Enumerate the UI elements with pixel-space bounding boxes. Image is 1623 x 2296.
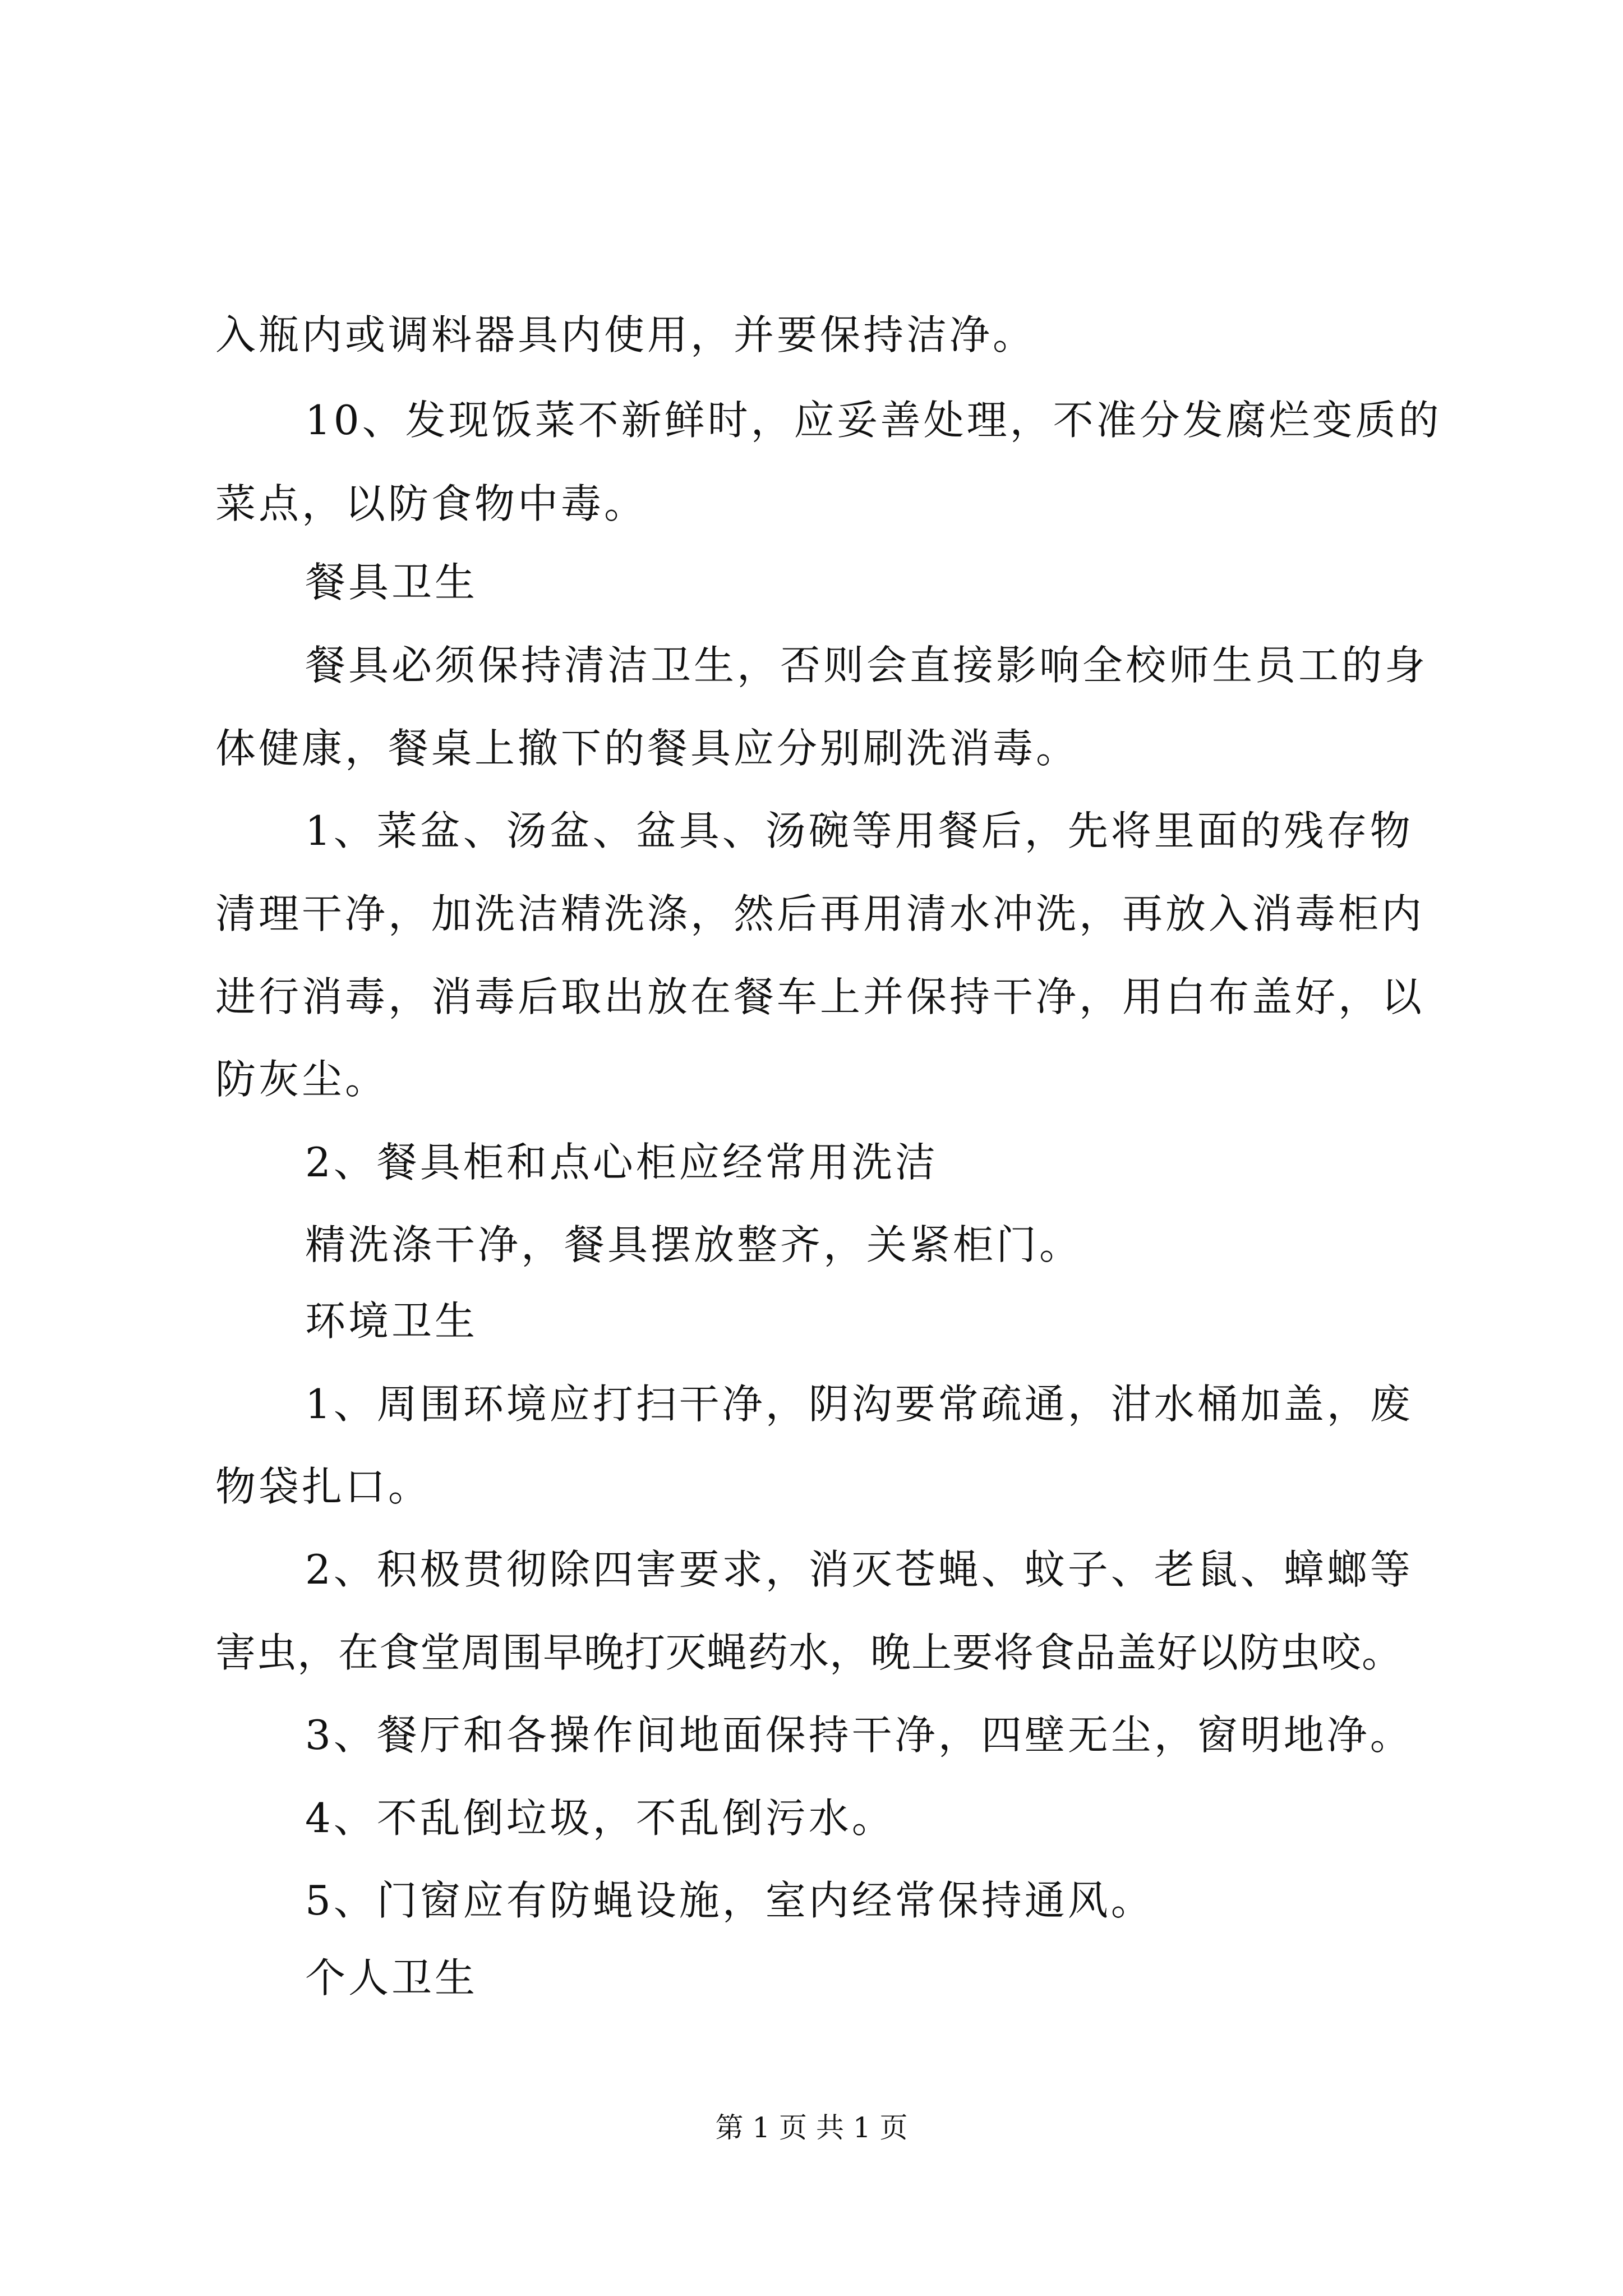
text-line: 4、不乱倒垃圾，不乱倒污水。 [305, 1795, 895, 1842]
text-line: 防灰尘。 [215, 1056, 389, 1103]
text-line: 10、发现饭菜不新鲜时，应妥善处理，不准分发腐烂变质的 [305, 397, 1442, 444]
text-line: 害虫，在食堂周围早晚打灭蝇药水，晚上要将食品盖好以防虫咬。 [215, 1629, 1403, 1676]
text-line: 进行消毒，消毒后取出放在餐车上并保持干净，用白布盖好，以 [215, 973, 1425, 1020]
section-heading: 个人卫生 [305, 1954, 478, 2001]
page-number-footer: 第 1 页 共 1 页 [715, 2111, 908, 2144]
text-line: 2、积极贯彻除四害要求，消灭苍蝇、蚊子、老鼠、蟑螂等 [305, 1546, 1413, 1593]
text-line: 精洗涤干净，餐具摆放整齐，关紧柜门。 [305, 1221, 1083, 1268]
text-line: 清理干净，加洗洁精洗涤，然后再用清水冲洗，再放入消毒柜内 [215, 890, 1425, 937]
text-line: 菜点，以防食物中毒。 [215, 480, 648, 527]
text-line: 体健康，餐桌上撤下的餐具应分别刷洗消毒。 [215, 725, 1080, 772]
text-line: 5、门窗应有防蝇设施，室内经常保持通风。 [305, 1877, 1154, 1924]
text-line: 1、菜盆、汤盆、盆具、汤碗等用餐后，先将里面的残存物 [305, 807, 1413, 854]
section-heading: 餐具卫生 [305, 559, 478, 606]
text-line: 1、周围环境应打扫干净，阴沟要常疏通，泔水桶加盖，废 [305, 1381, 1413, 1428]
text-line: 物袋扎口。 [215, 1463, 432, 1510]
text-line: 3、餐厅和各操作间地面保持干净，四壁无尘，窗明地净。 [305, 1711, 1413, 1759]
text-line: 餐具必须保持清洁卫生，否则会直接影响全校师生员工的身 [305, 642, 1428, 689]
text-line: 入瓶内或调料器具内使用，并要保持洁净。 [215, 311, 1036, 358]
text-line: 2、餐具柜和点心柜应经常用洗洁 [305, 1139, 938, 1186]
section-heading: 环境卫生 [305, 1297, 478, 1345]
